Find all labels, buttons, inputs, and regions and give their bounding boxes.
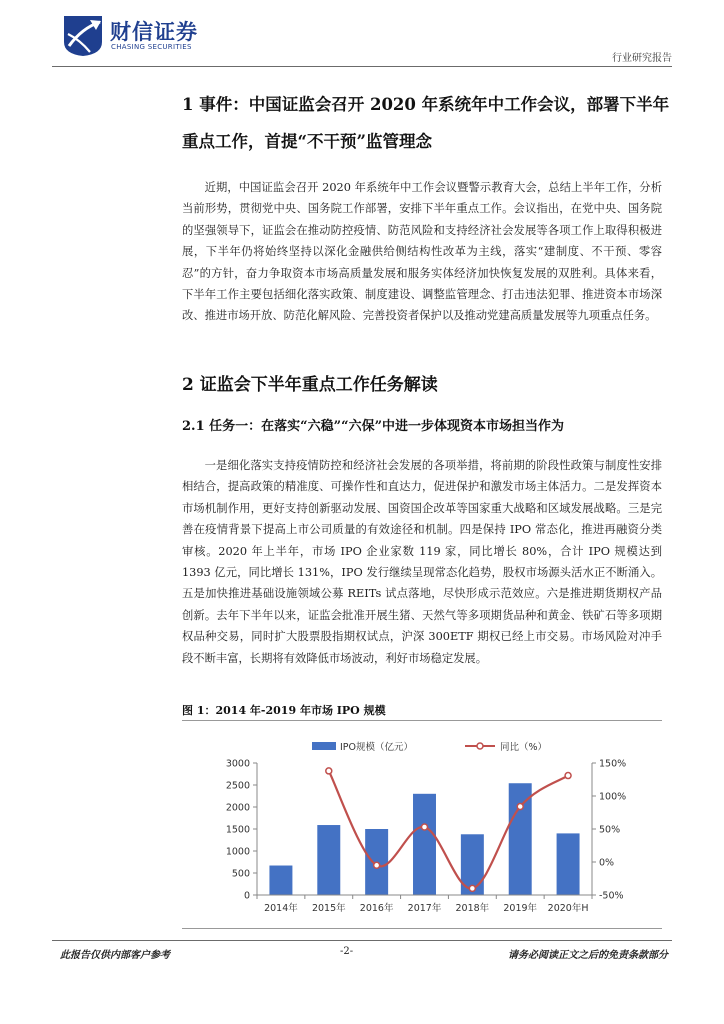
footer-disclaimer-left: 此报告仅供内部客户参考 — [60, 950, 170, 961]
left-axis — [226, 759, 257, 902]
yoy-line-point — [469, 885, 475, 891]
x-axis-tick-label: 2017年 — [407, 903, 442, 914]
section1-title-line2: 重点工作，首提“不干预”监管理念 — [182, 132, 432, 151]
right-axis — [592, 759, 626, 902]
left-axis-tick-label: 2000 — [225, 802, 250, 814]
ipo-bar — [317, 825, 340, 895]
right-axis-tick-label: 0% — [599, 857, 615, 869]
left-axis-tick-label: 2500 — [225, 780, 250, 792]
x-axis-tick-label: 2020年H — [547, 903, 589, 914]
ipo-bar — [413, 794, 436, 895]
left-axis-tick-label: 500 — [231, 868, 250, 880]
yoy-line-path — [329, 771, 568, 889]
x-axis — [257, 895, 592, 914]
header-divider — [52, 66, 672, 67]
ipo-bar — [557, 833, 580, 895]
section1-title-line1: 1 事件：中国证监会召开 2020 年系统年中工作会议，部署下半年 — [182, 95, 670, 114]
section1-paragraph: 近期，中国证监会召开 2020 年系统年中工作会议暨警示教育大会，总结上半年工作，分析当前形势，贯彻党中央、国务院工作部署，安排下半年重点工作。会议指出，在党中央、国务院的坚强领导下，证监会在推动防控疫情、防范风险和支持经济社会发展等各项工作上取得积极进展，下半年仍将始终坚持以深化金融供给侧结构性改革为主线，落实“建制度、不干预、零容忍”的方针，奋力争取资本市场高质量发展和服务实体经济加快恢复发展的双胜利。具体来看，下半年工作主要包括细化落实政策、制度建设、调整监管理念、打击违法犯罪、推进资本市场深改、推进市场开放、防范化解风险、完善投资者保护以及推动党建高质量发展等九项重点任务。 — [182, 181, 662, 323]
figure-title: 图 1：2014 年-2019 年市场 IPO 规模 — [182, 704, 386, 717]
company-logo — [60, 12, 198, 60]
x-axis-tick-label: 2014年 — [264, 903, 298, 914]
ipo-bar — [509, 783, 532, 895]
left-axis-tick-label: 0 — [243, 890, 250, 902]
ipo-chart — [182, 725, 662, 925]
yoy-line-point — [374, 862, 380, 868]
legend-bar-swatch — [312, 742, 336, 750]
legend-bar-label: IPO规模（亿元） — [340, 742, 414, 753]
logo-english-name: CHASING SECURITIES — [111, 43, 192, 51]
x-axis-tick-label: 2016年 — [359, 903, 394, 914]
legend-line-marker — [477, 743, 483, 749]
legend-line-label: 同比（%） — [500, 742, 548, 753]
right-axis-tick-label: -50% — [599, 890, 624, 902]
line-series — [326, 768, 571, 891]
figure-bottom-rule — [182, 928, 662, 929]
subsection-2-1-title: 2.1 任务一：在落实“六稳”“六保”中进一步体现资本市场担当作为 — [182, 419, 565, 434]
logo-chinese-name: 财信证券 — [110, 20, 198, 44]
section2-paragraph: 一是细化落实支持疫情防控和经济社会发展的各项举措，将前期的阶段性政策与制度性安排相结合，提高政策的精准度、可操作性和直达力，促进保护和激发市场主体活力。二是发挥资本市场机制作用，更好支持创新驱动发展、国资国企改革等国家重大战略和区域发展战略。三是完善在疫情背景下提高上市公司质量的有效途径和机制。四是保持 IPO 常态化，推进再融资分类审核。2020 年上半年，市场 IPO 企业家数 119 家，同比增长 80%，合计 IPO 规模达到 1393 亿元，同比增长 131%，IPO 发行继续呈现常态化趋势，股权市场源头活水正不断涌入。五是加快推进基础设施领域公募 REITs 试点落地，尽快形成示范效应。六是推进期货期权产品创新。去年下半年以来，证监会批准开展生猪、天然气等多项期货品种和黄金、铁矿石等多项期权品种交易，同时扩大股票股指期权试点，沪深 300ETF 期权已经上市交易。市场风险对冲手段不断丰富，长期将有效降低市场波动，利好市场稳定发展。 — [182, 459, 662, 665]
left-axis-tick-label: 1500 — [225, 824, 250, 836]
chart-legend — [312, 741, 547, 753]
x-axis-tick-label: 2018年 — [455, 903, 490, 914]
yoy-line-point — [326, 768, 332, 774]
right-axis-tick-label: 50% — [599, 824, 621, 836]
bar-series — [269, 783, 579, 895]
left-axis-tick-label: 3000 — [225, 758, 250, 770]
company-logo-icon — [60, 12, 106, 58]
page-number: -2- — [340, 946, 354, 957]
figure-top-rule — [182, 720, 662, 721]
footer-disclaimer-right: 请务必阅读正文之后的免责条款部分 — [508, 950, 668, 961]
ipo-bar — [269, 866, 292, 895]
footer-divider — [52, 940, 672, 941]
right-axis-tick-label: 150% — [599, 758, 627, 770]
yoy-line-point — [565, 773, 571, 779]
right-axis-tick-label: 100% — [599, 791, 627, 803]
section2-title: 2 证监会下半年重点工作任务解读 — [182, 375, 438, 395]
yoy-line-point — [422, 824, 428, 830]
x-axis-tick-label: 2015年 — [311, 903, 346, 914]
report-type-label: 行业研究报告 — [612, 53, 672, 64]
x-axis-tick-label: 2019年 — [503, 903, 538, 914]
yoy-line-point — [517, 804, 523, 810]
left-axis-tick-label: 1000 — [225, 846, 250, 858]
